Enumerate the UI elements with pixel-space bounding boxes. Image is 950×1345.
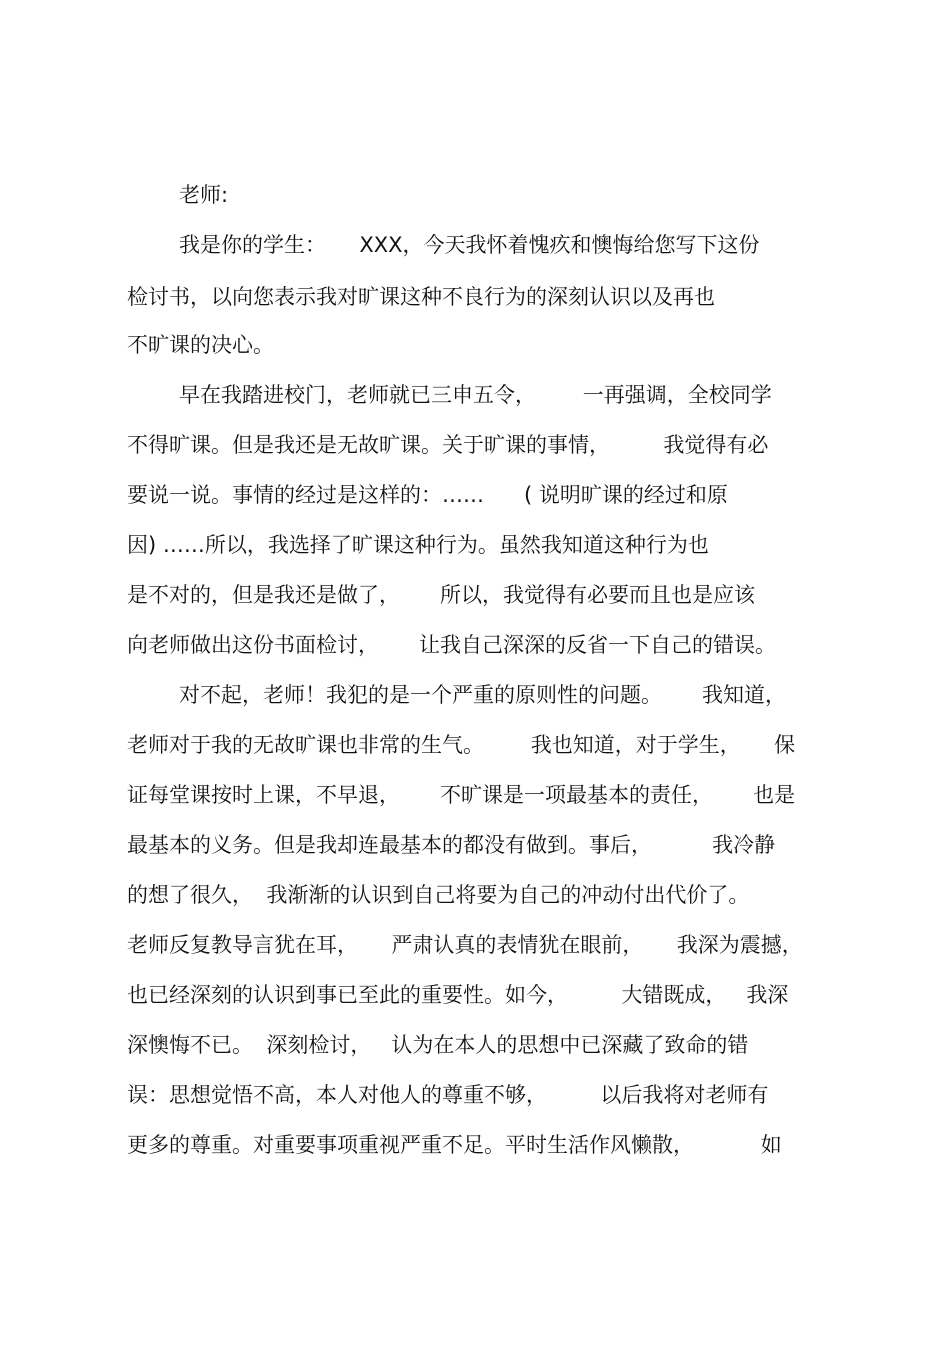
paragraph-line: 不得旷课。但是我还是无故旷课。关于旷课的事情， 我觉得有必 [127,433,769,457]
paragraph-line: 也已经深刻的认识到事已至此的重要性。如今， 大错既成， 我深 [127,983,789,1007]
paragraph-line: 最基本的义务。但是我却连最基本的都没有做到。事后， 我冷静 [127,833,776,857]
paragraph-line: 早在我踏进校门，老师就已三申五令， 一再强调，全校同学 [179,383,772,407]
paragraph-line: 向老师做出这份书面检讨， 让我自己深深的反省一下自己的错误。 [127,633,777,657]
paragraph-line: 要说一说。事情的经过是这样的：…… ( 说明旷课的经过和原 [127,483,728,507]
paragraph-line: 对不起，老师！我犯的是一个严重的原则性的问题。 我知道， [179,683,787,707]
paragraph-line: 证每堂课按时上课，不早退， 不旷课是一项最基本的责任， 也是 [127,783,796,807]
paragraph-line: 老师对于我的无故旷课也非常的生气。 我也知道，对于学生， 保 [127,733,796,757]
salutation: 老师: [179,183,229,207]
paragraph-line: 的想了很久， 我渐渐的认识到自己将要为自己的冲动付出代价了。 [127,883,750,907]
paragraph-line: 深懊悔不已。 深刻检讨， 认为在本人的思想中已深藏了致命的错 [127,1033,749,1057]
paragraph-line: 我是你的学生： XXX，今天我怀着愧疚和懊悔给您写下这份 [179,233,760,257]
paragraph-line: 老师反复教导言犹在耳， 严肃认真的表情犹在眼前， 我深为震撼， [127,933,803,957]
paragraph-line: 不旷课的决心。 [127,333,274,357]
paragraph-line: 更多的尊重。对重要事项重视严重不足。平时生活作风懒散， 如 [127,1133,782,1157]
paragraph-line: 检讨书，以向您表示我对旷课这种不良行为的深刻认识以及再也 [127,285,715,309]
paragraph-line: 是不对的，但是我还是做了， 所以，我觉得有必要而且也是应该 [127,583,756,607]
paragraph-line: 因) ……所以，我选择了旷课这种行为。虽然我知道这种行为也 [127,533,709,557]
paragraph-line: 误：思想觉悟不高，本人对他人的尊重不够， 以后我将对老师有 [127,1083,769,1107]
